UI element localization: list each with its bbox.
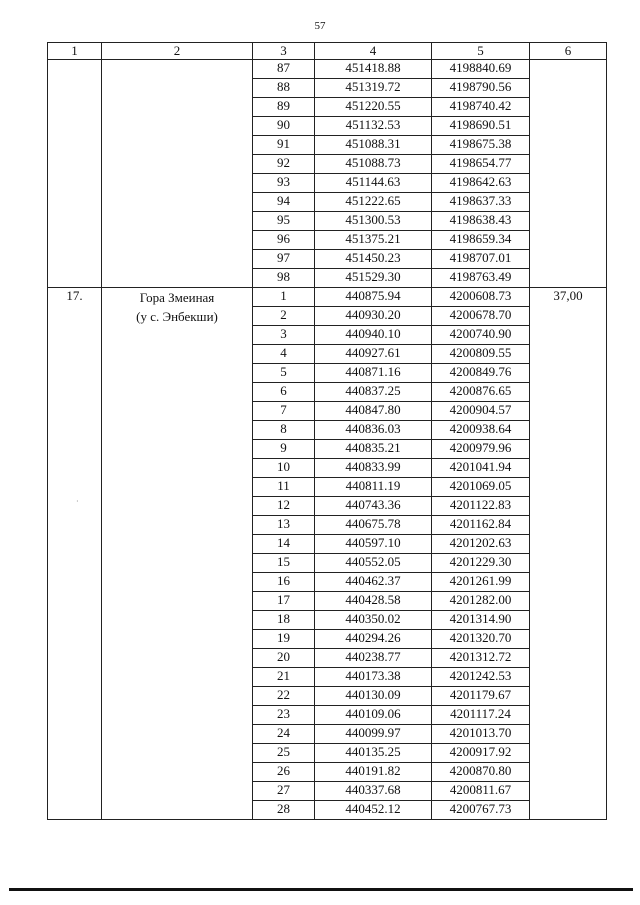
point-number-cell: 12 (253, 497, 315, 516)
coord-x-cell: 451088.73 (315, 155, 432, 174)
coord-x-cell: 440930.20 (315, 307, 432, 326)
coord-y-cell: 4200904.57 (432, 402, 530, 421)
point-number-cell: 21 (253, 668, 315, 687)
point-number-cell: 2 (253, 307, 315, 326)
point-number-cell: 26 (253, 763, 315, 782)
entry-name-line-1: Гора Змеиная (139, 290, 215, 305)
point-number-cell: 27 (253, 782, 315, 801)
coord-y-cell: 4200740.90 (432, 326, 530, 345)
point-number-cell: 89 (253, 98, 315, 117)
coord-x-cell: 451300.53 (315, 212, 432, 231)
coord-x-cell: 440191.82 (315, 763, 432, 782)
coord-y-cell: 4198638.43 (432, 212, 530, 231)
coord-x-cell: 440337.68 (315, 782, 432, 801)
point-number-cell: 6 (253, 383, 315, 402)
coord-y-cell: 4200979.96 (432, 440, 530, 459)
point-number-cell: 23 (253, 706, 315, 725)
coord-y-cell: 4200608.73 (432, 288, 530, 307)
table-header-row (48, 43, 607, 60)
coord-y-cell: 4200809.55 (432, 345, 530, 364)
coord-x-cell: 451529.30 (315, 269, 432, 288)
coord-y-cell: 4200917.92 (432, 744, 530, 763)
point-number-cell: 10 (253, 459, 315, 478)
point-number-cell: 93 (253, 174, 315, 193)
point-number-cell: 98 (253, 269, 315, 288)
coord-y-cell: 4198659.34 (432, 231, 530, 250)
coord-y-cell: 4201282.00 (432, 592, 530, 611)
coord-x-cell: 440452.12 (315, 801, 432, 820)
point-number-cell: 92 (253, 155, 315, 174)
column-header-3: 3 (253, 43, 315, 60)
point-number-cell: 28 (253, 801, 315, 820)
coord-y-cell: 4198740.42 (432, 98, 530, 117)
coordinates-table (47, 42, 607, 820)
table-row (48, 60, 607, 79)
point-number-cell: 90 (253, 117, 315, 136)
coord-y-cell: 4201179.67 (432, 687, 530, 706)
point-number-cell: 88 (253, 79, 315, 98)
coord-y-cell: 4201242.53 (432, 668, 530, 687)
coord-x-cell: 451375.21 (315, 231, 432, 250)
point-number-cell: 94 (253, 193, 315, 212)
point-number-cell: 20 (253, 649, 315, 668)
coord-y-cell: 4200767.73 (432, 801, 530, 820)
coord-y-cell: 4198637.33 (432, 193, 530, 212)
point-number-cell: 11 (253, 478, 315, 497)
point-number-cell: 24 (253, 725, 315, 744)
point-number-cell: 18 (253, 611, 315, 630)
coord-x-cell: 440130.09 (315, 687, 432, 706)
coord-y-cell: 4201069.05 (432, 478, 530, 497)
coord-y-cell: 4201261.99 (432, 573, 530, 592)
coord-y-cell: 4201162.84 (432, 516, 530, 535)
point-number-cell: 14 (253, 535, 315, 554)
coord-x-cell: 440109.06 (315, 706, 432, 725)
column-header-2: 2 (102, 43, 253, 60)
point-number-cell: 25 (253, 744, 315, 763)
coord-y-cell: 4200849.76 (432, 364, 530, 383)
coord-y-cell: 4200870.80 (432, 763, 530, 782)
point-number-cell: 17 (253, 592, 315, 611)
point-number-cell: 87 (253, 60, 315, 79)
point-number-cell: 16 (253, 573, 315, 592)
coord-x-cell: 440597.10 (315, 535, 432, 554)
point-number-cell: 7 (253, 402, 315, 421)
coord-x-cell: 440811.19 (315, 478, 432, 497)
coord-y-cell: 4201013.70 (432, 725, 530, 744)
coord-x-cell: 451220.55 (315, 98, 432, 117)
coord-y-cell: 4198790.56 (432, 79, 530, 98)
page-number: 57 (314, 20, 326, 32)
coord-x-cell: 451144.63 (315, 174, 432, 193)
point-number-cell: 91 (253, 136, 315, 155)
point-number-cell: 9 (253, 440, 315, 459)
coord-x-cell: 451088.31 (315, 136, 432, 155)
coord-y-cell: 4201314.90 (432, 611, 530, 630)
coord-x-cell: 451132.53 (315, 117, 432, 136)
column-header-5: 5 (432, 43, 530, 60)
table-row (48, 288, 607, 307)
coord-y-cell: 4201122.83 (432, 497, 530, 516)
column-header-4: 4 (315, 43, 432, 60)
coord-y-cell: 4198763.49 (432, 269, 530, 288)
coord-x-cell: 440837.25 (315, 383, 432, 402)
coord-x-cell: 440428.58 (315, 592, 432, 611)
point-number-cell: 13 (253, 516, 315, 535)
coord-y-cell: 4200811.67 (432, 782, 530, 801)
coord-y-cell: 4198840.69 (432, 60, 530, 79)
coord-y-cell: 4201229.30 (432, 554, 530, 573)
coord-x-cell: 451222.65 (315, 193, 432, 212)
entry-name-cell (102, 288, 253, 820)
coord-y-cell: 4201041.94 (432, 459, 530, 478)
entry-name-cell (102, 60, 253, 288)
coord-y-cell: 4201312.72 (432, 649, 530, 668)
coord-x-cell: 451450.23 (315, 250, 432, 269)
entry-number-cell (48, 60, 102, 288)
coord-x-cell: 440675.78 (315, 516, 432, 535)
coord-x-cell: 440552.05 (315, 554, 432, 573)
point-number-cell: 1 (253, 288, 315, 307)
entry-number-cell: 17. (48, 288, 102, 820)
coord-x-cell: 440238.77 (315, 649, 432, 668)
coord-y-cell: 4198654.77 (432, 155, 530, 174)
coord-x-cell: 440871.16 (315, 364, 432, 383)
coord-x-cell: 440835.21 (315, 440, 432, 459)
coord-y-cell: 4201320.70 (432, 630, 530, 649)
coord-y-cell: 4200678.70 (432, 307, 530, 326)
coord-y-cell: 4198642.63 (432, 174, 530, 193)
column-header-6: 6 (530, 43, 607, 60)
area-cell (530, 60, 607, 288)
point-number-cell: 22 (253, 687, 315, 706)
coord-y-cell: 4200938.64 (432, 421, 530, 440)
point-number-cell: 96 (253, 231, 315, 250)
scan-speck: · (76, 497, 79, 506)
coord-x-cell: 440836.03 (315, 421, 432, 440)
point-number-cell: 15 (253, 554, 315, 573)
point-number-cell: 95 (253, 212, 315, 231)
coord-x-cell: 440099.97 (315, 725, 432, 744)
coord-x-cell: 440940.10 (315, 326, 432, 345)
coord-x-cell: 451319.72 (315, 79, 432, 98)
coord-y-cell: 4200876.65 (432, 383, 530, 402)
coord-x-cell: 440927.61 (315, 345, 432, 364)
point-number-cell: 97 (253, 250, 315, 269)
coord-x-cell: 440294.26 (315, 630, 432, 649)
bottom-rule (9, 888, 633, 891)
coord-x-cell: 440462.37 (315, 573, 432, 592)
coord-y-cell: 4198707.01 (432, 250, 530, 269)
coord-x-cell: 440833.99 (315, 459, 432, 478)
coord-x-cell: 440350.02 (315, 611, 432, 630)
coord-y-cell: 4198690.51 (432, 117, 530, 136)
point-number-cell: 3 (253, 326, 315, 345)
coord-y-cell: 4201202.63 (432, 535, 530, 554)
coord-x-cell: 440135.25 (315, 744, 432, 763)
entry-name-line-2: (у с. Энбекши) (136, 309, 218, 324)
point-number-cell: 8 (253, 421, 315, 440)
coord-x-cell: 440173.38 (315, 668, 432, 687)
coord-x-cell: 440847.80 (315, 402, 432, 421)
coord-x-cell: 440875.94 (315, 288, 432, 307)
coord-x-cell: 440743.36 (315, 497, 432, 516)
coord-y-cell: 4198675.38 (432, 136, 530, 155)
point-number-cell: 5 (253, 364, 315, 383)
column-header-1: 1 (48, 43, 102, 60)
coord-x-cell: 451418.88 (315, 60, 432, 79)
area-cell: 37,00 (530, 288, 607, 820)
point-number-cell: 4 (253, 345, 315, 364)
coord-y-cell: 4201117.24 (432, 706, 530, 725)
point-number-cell: 19 (253, 630, 315, 649)
